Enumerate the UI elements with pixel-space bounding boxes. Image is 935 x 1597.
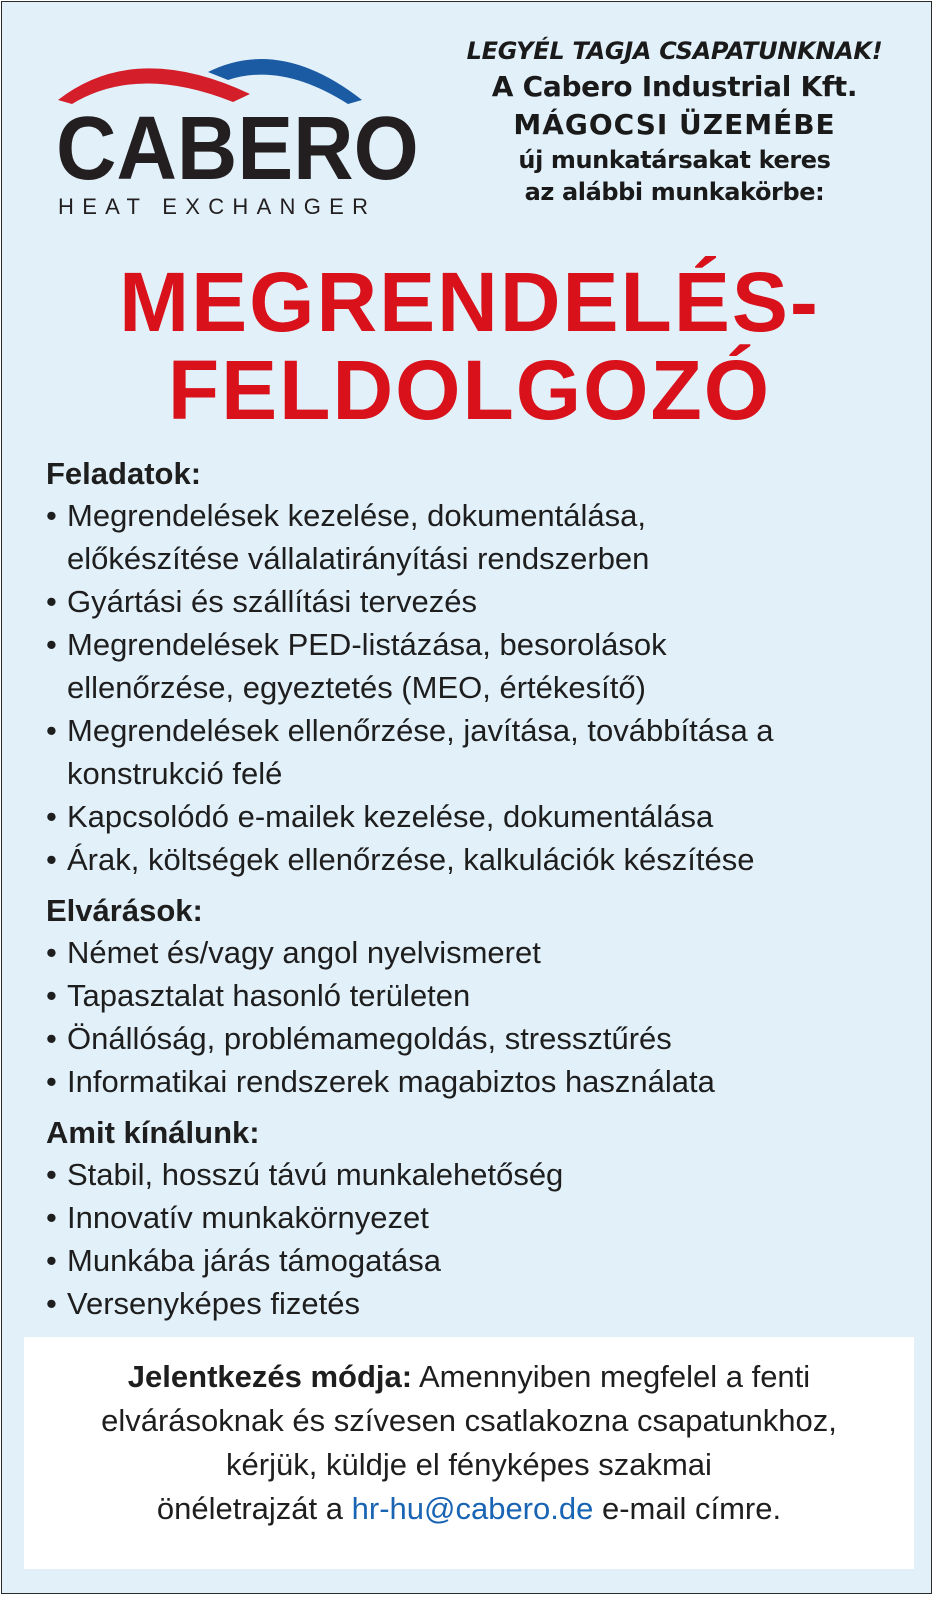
bullet-icon: • <box>46 1286 57 1321</box>
list-item <box>46 1196 916 1239</box>
job-details <box>46 454 916 1325</box>
application-label: Jelentkezés módja: <box>127 1359 413 1394</box>
logo-wordmark: CABERO <box>56 99 419 199</box>
bullet-icon: • <box>46 842 57 877</box>
intro-site: MÁGOCSI ÜZEMÉBE <box>513 108 836 141</box>
list-item <box>46 1060 916 1103</box>
bullet-icon: • <box>46 1021 57 1056</box>
tasks-list <box>46 494 916 881</box>
list-item-text: Munkába járás támogatása <box>67 1243 441 1278</box>
job-title <box>2 255 935 437</box>
logo-arcs-icon <box>50 46 380 106</box>
application-text-3: kérjük, küldje el fényképes szakmai <box>226 1447 712 1482</box>
list-item-text: Kapcsolódó e-mailek kezelése, dokumentálása <box>67 799 714 834</box>
bullet-icon: • <box>46 713 57 748</box>
list-item-text: Német és/vagy angol nyelvismeret <box>67 935 541 970</box>
offer-heading: Amit kínálunk: <box>46 1115 260 1150</box>
offer-list <box>46 1153 916 1325</box>
bullet-icon: • <box>46 498 57 533</box>
job-title-line-1: MEGRENDELÉS- <box>119 255 820 349</box>
list-item-text: Megrendelések kezelése, dokumentálása, <box>67 498 647 533</box>
list-item <box>46 623 916 709</box>
list-item <box>46 709 916 795</box>
application-text <box>24 1337 914 1531</box>
intro-company: A Cabero Industrial Kft. <box>491 70 858 103</box>
list-item <box>46 931 916 974</box>
list-item-text: előkészítése vállalatirányítási rendszerben <box>67 541 650 576</box>
list-item-text: ellenőrzése, egyeztetés (MEO, értékesítő) <box>67 670 646 705</box>
list-item <box>46 580 916 623</box>
list-item-text: Innovatív munkakörnyezet <box>67 1200 429 1235</box>
application-text-5: e-mail címre. <box>593 1491 782 1526</box>
list-item-text: Informatikai rendszerek magabiztos használata <box>67 1064 715 1099</box>
list-item-text: Gyártási és szállítási tervezés <box>67 584 478 619</box>
list-item-text: konstrukció felé <box>67 756 283 791</box>
cabero-logo <box>50 46 419 226</box>
application-text-2: elvárásoknak és szívesen csatlakozna csapatunkhoz, <box>101 1403 837 1438</box>
intro-block <box>422 34 927 208</box>
job-ad-poster <box>1 1 932 1594</box>
logo-tagline: HEAT EXCHANGER <box>58 194 377 219</box>
list-item-text: Tapasztalat hasonló területen <box>67 978 471 1013</box>
email-link[interactable]: hr-hu@cabero.de <box>351 1491 594 1526</box>
application-box <box>24 1337 914 1569</box>
list-item <box>46 1239 916 1282</box>
list-item <box>46 1017 916 1060</box>
bullet-icon: • <box>46 1200 57 1235</box>
intro-line-4: új munkatársakat keres <box>518 146 831 174</box>
bullet-icon: • <box>46 1243 57 1278</box>
list-item <box>46 974 916 1017</box>
application-text-1: Amennyiben megfelel a fenti <box>412 1359 811 1394</box>
requirements-list <box>46 931 916 1103</box>
list-item <box>46 494 916 580</box>
list-item-text: Versenyképes fizetés <box>67 1286 360 1321</box>
list-item-text: Stabil, hosszú távú munkalehetőség <box>67 1157 564 1192</box>
requirements-heading: Elvárások: <box>46 893 203 928</box>
bullet-icon: • <box>46 1064 57 1099</box>
list-item <box>46 1282 916 1325</box>
list-item <box>46 795 916 838</box>
list-item <box>46 838 916 881</box>
list-item-text: Önállóság, problémamegoldás, stressztűrés <box>67 1021 672 1056</box>
bullet-icon: • <box>46 978 57 1013</box>
bullet-icon: • <box>46 1157 57 1192</box>
bullet-icon: • <box>46 627 57 662</box>
bullet-icon: • <box>46 799 57 834</box>
bullet-icon: • <box>46 584 57 619</box>
intro-line-5: az alábbi munkakörbe: <box>524 178 825 206</box>
application-text-4: önéletrajzát a <box>156 1491 352 1526</box>
intro-slogan: LEGYÉL TAGJA CSAPATUNKNAK! <box>466 37 883 65</box>
tasks-heading: Feladatok: <box>46 456 202 491</box>
list-item-text: Árak, költségek ellenőrzése, kalkulációk készítése <box>67 842 755 877</box>
list-item-text: Megrendelések ellenőrzése, javítása, továbbítása a <box>67 713 774 748</box>
list-item <box>46 1153 916 1196</box>
job-title-line-2: FELDOLGOZÓ <box>167 343 772 437</box>
bullet-icon: • <box>46 935 57 970</box>
list-item-text: Megrendelések PED-listázása, besorolások <box>67 627 667 662</box>
